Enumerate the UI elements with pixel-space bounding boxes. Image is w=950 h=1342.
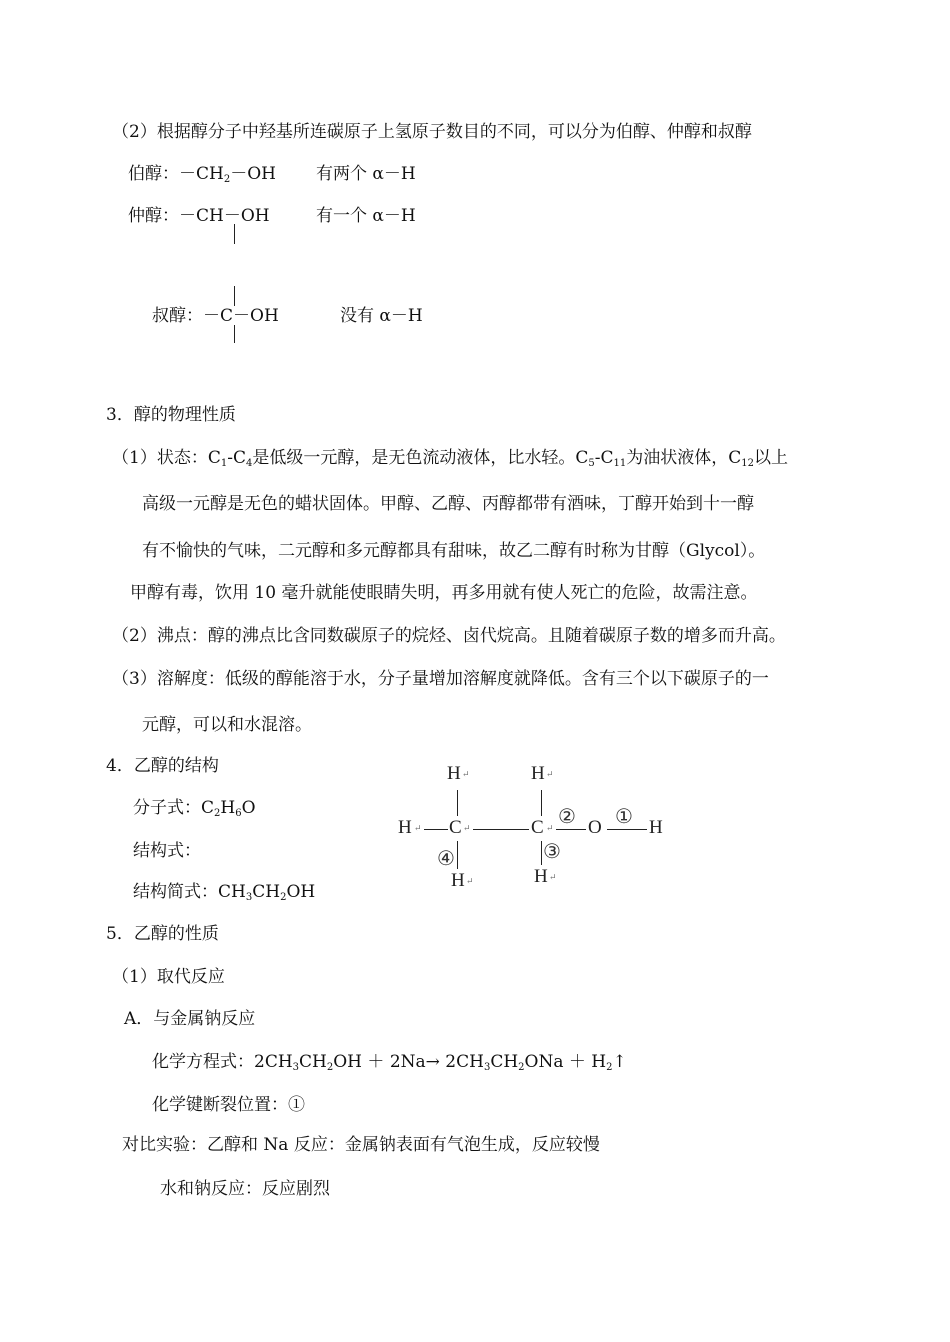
return-mark: ↵ (414, 824, 422, 834)
bond-label-2: ② (558, 804, 576, 828)
bond-o-h (607, 829, 647, 830)
state-line-2: 高级一元醇是无色的蜡状固体。甲醇、乙醇、丙醇都带有酒味，丁醇开始到十一醇 (142, 494, 754, 514)
bond-c2-h-top (541, 790, 542, 816)
solubility-line-1: （3）溶解度：低级的醇能溶于水，分子量增加溶解度就降低。含有三个以下碳原子的一 (112, 669, 769, 689)
bond-c1-h-bottom (457, 841, 458, 869)
bond-c1-c2 (473, 829, 529, 830)
tertiary-formula: －C－OH (203, 306, 279, 326)
atom-h-left: H (398, 817, 412, 838)
bond-h-c1 (424, 829, 448, 830)
secondary-alcohol-line (128, 205, 270, 227)
section-5-heading: 5．乙醇的性质 (106, 924, 219, 944)
bond-label-1: ① (615, 804, 633, 828)
return-mark: ↵ (546, 824, 554, 834)
sodium-reaction-heading: A．与金属钠反应 (124, 1009, 256, 1029)
chemical-equation: 化学方程式：$2CH_3CH_2OH + 2Na\to 2CH_3CH_2ONa$ ＋ $H_2↑$ (152, 1052, 627, 1073)
return-mark: ↵ (466, 877, 474, 887)
bond-c2-o (556, 829, 586, 830)
boiling-point-line: （2）沸点：醇的沸点比含同数碳原子的烷烃、卤代烷高。且随着碳原子数的增多而升高。 (112, 626, 786, 646)
primary-note: 有两个 α－H (316, 164, 416, 184)
structural-formula-label: 结构式： (133, 841, 201, 861)
comparison-experiment: 对比实验：乙醇和 Na 反应：金属钠表面有气泡生成，反应较慢 (122, 1135, 600, 1155)
bond-c2-h-bottom (541, 841, 542, 865)
state-line-3: 有不愉快的气味，二元醇和多元醇都具有甜味，故乙二醇有时称为甘醇（Glycol）。 (142, 541, 766, 561)
tertiary-note: 没有 α－H (340, 306, 423, 326)
atom-h-top-left: H (447, 763, 461, 784)
return-mark: ↵ (463, 824, 471, 834)
primary-alcohol-line (128, 163, 276, 185)
atom-c2: C (531, 817, 544, 838)
primary-label: 伯醇： (128, 164, 179, 184)
atom-h-bottom-right: H (534, 866, 548, 887)
tertiary-bond-down (234, 325, 235, 343)
atom-o: O (588, 817, 602, 838)
secondary-formula: －CH－OH (179, 206, 270, 226)
bond-break-position: 化学键断裂位置：① (152, 1095, 305, 1115)
secondary-label: 仲醇： (128, 206, 179, 226)
atom-h-top-right: H (531, 763, 545, 784)
bond-c1-h-top (457, 790, 458, 816)
state-line-4: 甲醇有毒，饮用 10 毫升就能使眼睛失明，再多用就有使人死亡的危险，故需注意。 (130, 583, 758, 603)
secondary-bond-down (234, 224, 235, 244)
atom-h-right: H (649, 817, 663, 838)
molecular-formula: 分子式：$C_2H_6O$ (133, 798, 256, 819)
atom-c1: C (449, 817, 462, 838)
solubility-line-2: 元醇，可以和水混溶。 (142, 715, 312, 735)
state-line-1: （1）状态：$C_1-C_4$是低级一元醇，是无色流动液体，比水轻。$C_5-C_{11}$为油状液体，$C_{12}$以上 (112, 448, 788, 469)
bond-label-4: ④ (437, 846, 455, 870)
atom-h-bottom-left: H (451, 870, 465, 891)
section-4-heading: 4．乙醇的结构 (106, 756, 219, 776)
section-3-heading: 3．醇的物理性质 (106, 405, 236, 425)
tertiary-bond-up (234, 286, 235, 306)
tertiary-label: 叔醇： (152, 306, 203, 326)
return-mark: ↵ (549, 873, 557, 883)
tertiary-alcohol-line (152, 305, 279, 327)
return-mark: ↵ (546, 770, 554, 780)
return-mark: ↵ (462, 770, 470, 780)
secondary-note: 有一个 α－H (316, 206, 416, 226)
primary-formula: $-CH_2-OH$ (179, 164, 276, 185)
classification-intro: （2）根据醇分子中羟基所连碳原子上氢原子数目的不同，可以分为伯醇、仲醇和叔醇 (112, 122, 752, 142)
water-sodium-reaction: 水和钠反应：反应剧烈 (160, 1179, 330, 1199)
substitution-heading: （1）取代反应 (112, 967, 225, 987)
bond-label-3: ③ (543, 839, 561, 863)
condensed-formula: 结构简式：$CH_3CH_2OH$ (133, 882, 316, 903)
